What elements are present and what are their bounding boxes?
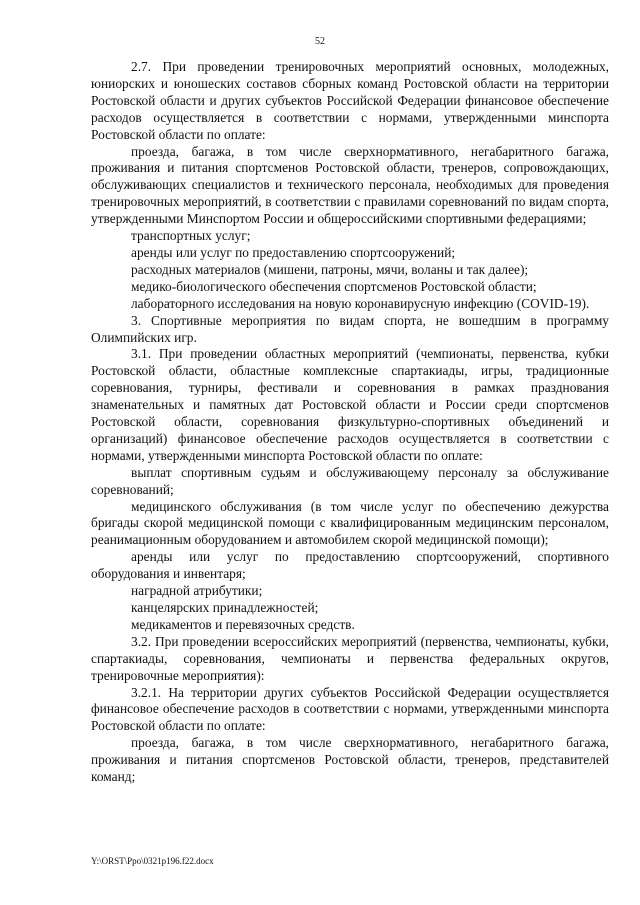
paragraph: 3. Спортивные мероприятия по видам спорта, не вошедшим в программу Олимпийских игр. bbox=[91, 312, 609, 345]
paragraph: аренды или услуг по предоставлению спортсооружений, спортивного оборудования и инвентаря; bbox=[91, 549, 609, 582]
paragraph: медицинского обслуживания (в том числе услуг по обеспечению дежурства бригады скорой медицинской помощи с квалифицированным медицинским персоналом, реанимационным оборудованием и автомобилем скорой медицинской помощи); bbox=[91, 498, 609, 548]
paragraph: 3.2.1. На территории других субъектов Российской Федерации осуществляется финансовое обеспечение расходов в соответствии с нормами, утвержденными минспорта Ростовской области по оплате: bbox=[91, 684, 609, 734]
paragraph: канцелярских принадлежностей; bbox=[131, 600, 319, 615]
paragraph: 2.7. При проведении тренировочных мероприятий основных, молодежных, юниорских и юношеских составов сборных команд Ростовской области на территории Ростовской области и других субъектов Российской Федерации финансовое обеспечение расходов осуществляется в соответствии с нормами, утвержденными минспорта Ростовской области по оплате: bbox=[91, 59, 609, 142]
paragraph: проезда, багажа, в том числе сверхнормативного, негабаритного багажа, проживания и питания спортсменов Ростовской области, тренеров, представителей команд; bbox=[91, 735, 609, 785]
paragraph: 3.1. При проведении областных мероприятий (чемпионаты, первенства, кубки Ростовской области, областные комплексные спартакиады, игры, традиционные соревнования, турниры, фестивали и соревнования в рамках празднования знаменательных и памятных дат Ростовской области и России среди спортсменов Ростовской области, соревнования физкультурно-спортивных объединений и организаций) финансовое обеспечение расходов осуществляется в соответствии с нормами, утвержденными минспорта Ростовской области по оплате: bbox=[91, 346, 609, 463]
paragraph: выплат спортивным судьям и обслуживающему персоналу за обслуживание соревнований; bbox=[91, 464, 609, 497]
paragraph: транспортных услуг; bbox=[131, 228, 251, 244]
paragraph: медикаментов и перевязочных средств. bbox=[131, 616, 355, 632]
paragraph: расходных материалов (мишени, патроны, мячи, воланы и так далее); bbox=[131, 261, 529, 277]
paragraph: наградной атрибутики; bbox=[131, 583, 263, 599]
document-body bbox=[91, 59, 609, 786]
paragraph: лабораторного исследования на новую коронавирусную инфекцию (COVID-19). bbox=[131, 295, 590, 311]
paragraph: 3.2. При проведении всероссийских мероприятий (первенства, чемпионаты, кубки, спартакиады, соревнования, чемпионаты и первенства федеральных округов, тренировочные мероприятия): bbox=[91, 633, 609, 683]
footer-file-path: Y:\ORST\Ppo\0321p196.f22.docx bbox=[91, 856, 214, 866]
paragraph: медико-биологического обеспечения спортсменов Ростовской области; bbox=[131, 278, 537, 294]
page-number: 52 bbox=[315, 36, 325, 47]
paragraph: проезда, багажа, в том числе сверхнормативного, негабаритного багажа, проживания и питания спортсменов Ростовской области, тренеров, сопровождающих, обслуживающих специалистов и технического персонала, необходимых для проведения тренировочных мероприятий, в соответствии с правилами соревнований по видам спорта, утвержденными Минспортом России и общероссийскими спортивными федерациями; bbox=[91, 143, 609, 227]
paragraph: аренды или услуг по предоставлению спортсооружений; bbox=[131, 244, 456, 260]
